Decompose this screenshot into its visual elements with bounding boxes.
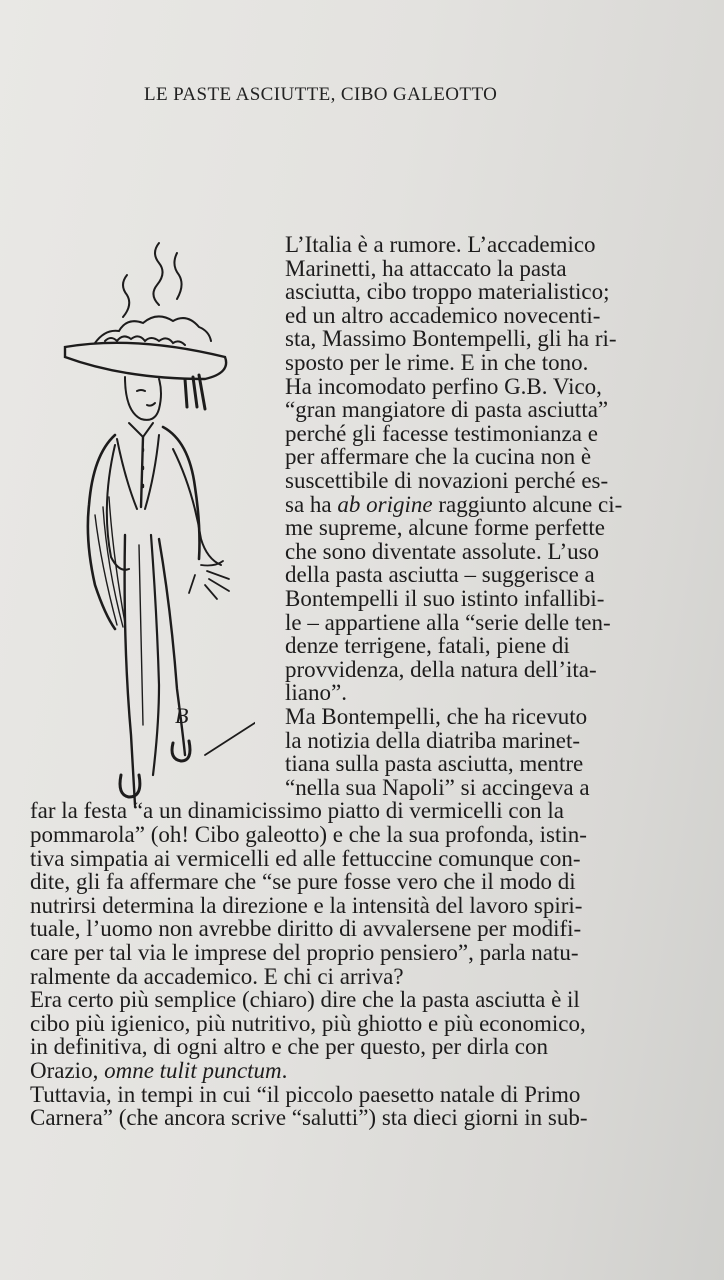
text-line: per affermare che la cucina non è <box>285 444 592 470</box>
text-segment: . <box>281 1058 288 1083</box>
text-line: liano”. <box>285 680 347 706</box>
text-line: le – appartiene alla “serie delle ten- <box>285 609 611 635</box>
text-segment: Orazio, <box>30 1058 105 1083</box>
text-line: cibo più igienico, più nutritivo, più ghiotto e più economico, <box>30 1010 586 1036</box>
text-line: la notizia della diatriba marinet- <box>285 727 581 753</box>
text-line: Ma Bontempelli, che ha ricevuto <box>285 704 588 729</box>
text-line: dite, gli fa affermare che “se pure fosse vero che il modo di <box>30 869 576 895</box>
text-line: “gran mangiatore di pasta asciutta” <box>285 397 609 423</box>
running-head: LE PASTE ASCIUTTE, CIBO GALEOTTO <box>144 84 498 105</box>
italic-phrase: ab origine <box>337 491 433 517</box>
text-line: me supreme, alcune forme perfette <box>285 515 605 541</box>
text-line: suscettibile di novazioni perché es- <box>285 468 609 493</box>
text-line: Ha incomodato perfino G.B. Vico, <box>285 373 602 399</box>
text-line: tuale, l’uomo non avrebbe diritto di avvalersene per modifi- <box>30 916 582 942</box>
text-line: della pasta asciutta – suggerisce a <box>285 562 595 588</box>
text-line: sta, Massimo Bontempelli, gli ha ri- <box>285 326 617 352</box>
text-segment: raggiunto alcune ci- <box>432 491 623 517</box>
text-line: tiana sulla pasta asciutta, mentre <box>285 751 584 777</box>
text-segment: sa ha <box>285 491 338 517</box>
text-line: nutrirsi determina la direzione e la intensità del lavoro spiri- <box>30 892 583 918</box>
text-line: che sono diventate assolute. L’uso <box>285 538 600 564</box>
text-line: perché gli facesse testimonianza e <box>285 420 598 446</box>
text-line: provvidenza, della natura dell’ita- <box>285 656 597 682</box>
text-line: Tuttavia, in tempi in cui “il piccolo paesetto natale di Primo <box>30 1081 581 1107</box>
text-line: sposto per le rime. E in che tono. <box>285 350 589 375</box>
text-line: ralmente da accademico. E chi ci arriva? <box>30 963 404 989</box>
text-line: in definitiva, di ogni altro e che per questo, per dirla con <box>30 1034 548 1060</box>
text-line: Carnera” (che ancora scrive “salutti”) sta dieci giorni in sub- <box>30 1105 588 1131</box>
text-line: ed un altro accademico novecenti- <box>285 302 601 328</box>
text-line: L’Italia è a rumore. L’accademico <box>285 232 596 257</box>
illustration-monogram: B <box>175 703 189 728</box>
text-line: tiva simpatia ai vermicelli ed alle fettuccine comunque con- <box>30 845 581 871</box>
text-line: care per tal via le imprese del proprio pensiero”, parla natu- <box>30 940 579 965</box>
text-line: “nella sua Napoli” si accingeva a <box>285 774 590 800</box>
text-line: far la festa “a un dinamicissimo piatto di vermicelli con la <box>30 798 564 824</box>
text-line: asciutta, cibo troppo materialistico; <box>285 279 610 305</box>
text-line: Bontempelli il suo istinto infallibi- <box>285 586 605 611</box>
italic-phrase: omne tulit punctum <box>104 1058 282 1083</box>
text-line: pommarola” (oh! Cibo galeotto) e che la sua profonda, istin- <box>30 822 587 847</box>
text-line: Era certo più semplice (chiaro) dire che la pasta asciutta è il <box>30 987 580 1013</box>
text-line: Marinetti, ha attaccato la pasta <box>285 255 567 281</box>
text-line: denze terrigene, fatali, piene di <box>285 633 570 659</box>
man-with-pasta-hat-illustration-icon <box>55 235 255 815</box>
